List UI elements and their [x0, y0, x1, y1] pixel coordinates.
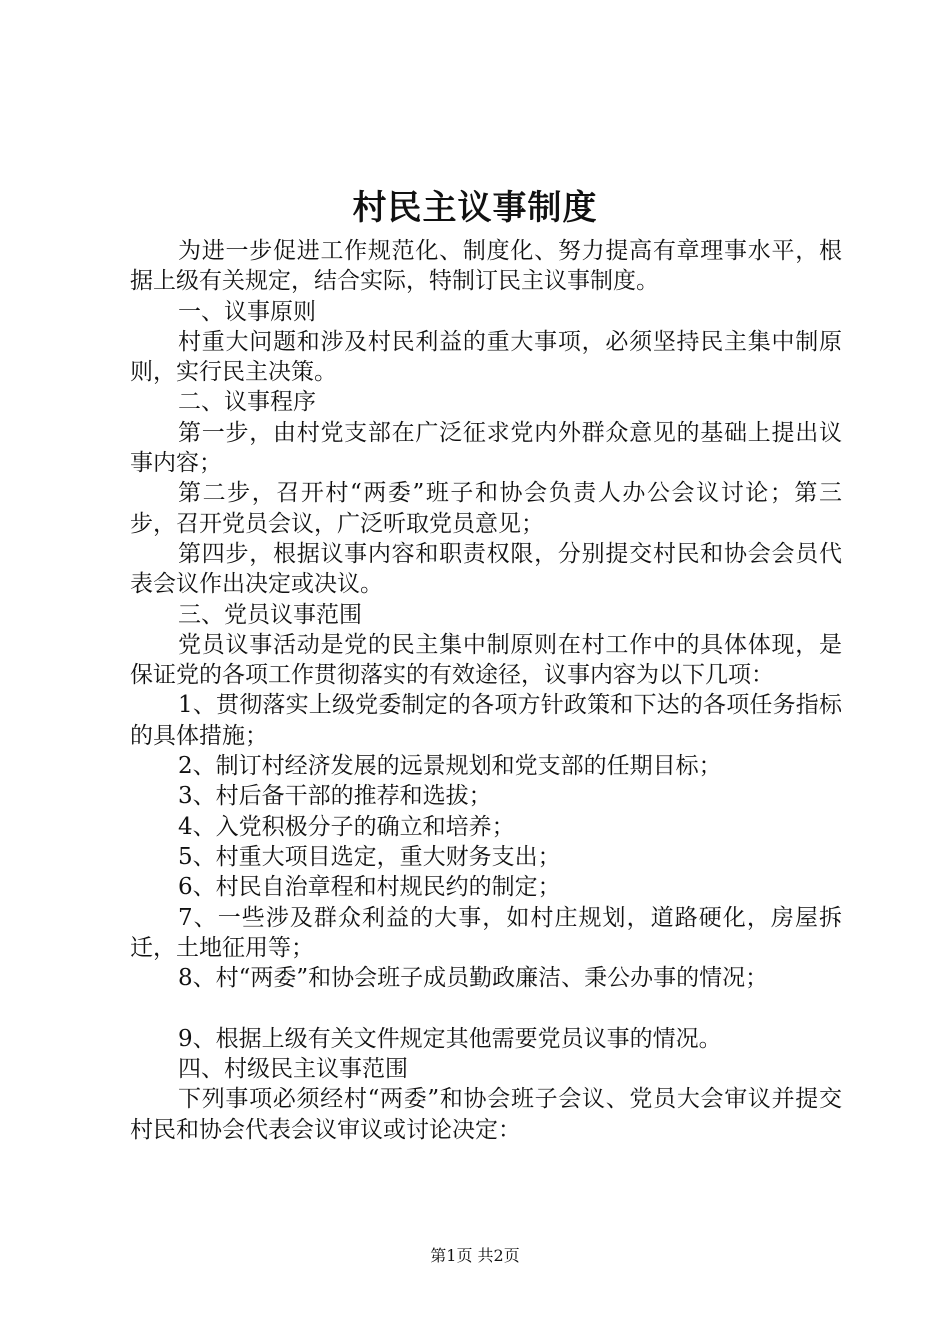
list-item: 2、制订村经济发展的远景规划和党支部的任期目标；	[178, 753, 722, 780]
section-heading-village-scope: 四、村级民主议事范围	[178, 1056, 408, 1083]
document-body	[130, 236, 842, 1145]
paragraph-step-4: 第四步，根据议事内容和职责权限，分别提交村民和协会会员代表会议作出决定或决议。	[130, 540, 842, 598]
list-item: 5、村重大项目选定，重大财务支出；	[178, 843, 561, 870]
section-heading-procedure: 二、议事程序	[178, 389, 316, 416]
list-item: 8、村“两委”和协会班子成员勤政廉洁、秉公办事的情况；	[178, 965, 769, 992]
list-item: 3、村后备干部的推荐和选拔；	[178, 783, 492, 810]
paragraph-village-scope: 下列事项必须经村“两委”和协会班子会议、党员大会审议并提交村民和协会代表会议审议或讨论决定：	[130, 1086, 842, 1143]
document-title: 村民主议事制度	[352, 188, 598, 228]
paragraph-step-2-3: 第二步，召开村“两委”班子和协会负责人办公会议讨论；第三步，召开党员会议，广泛听取党员意见；	[130, 480, 842, 537]
list-item: 1、贯彻落实上级党委制定的各项方针政策和下达的各项任务指标的具体措施；	[130, 692, 842, 749]
section-heading-principles: 一、议事原则	[178, 298, 316, 325]
paragraph-step-1: 第一步，由村党支部在广泛征求党内外群众意见的基础上提出议事内容；	[130, 419, 842, 477]
section-heading-party-scope: 三、党员议事范围	[178, 601, 362, 628]
paragraph-principles: 村重大问题和涉及村民利益的重大事项，必须坚持民主集中制原则，实行民主决策。	[130, 328, 842, 386]
list-item: 4、入党积极分子的确立和培养；	[178, 813, 515, 840]
blank-line	[130, 993, 842, 1023]
paragraph-intro: 为进一步促进工作规范化、制度化、努力提高有章理事水平，根据上级有关规定，结合实际，特制订民主议事制度。	[130, 238, 842, 295]
paragraph-party-scope: 党员议事活动是党的民主集中制原则在村工作中的具体体现，是保证党的各项工作贯彻落实的有效途径，议事内容为以下几项：	[130, 631, 842, 689]
page-footer: 第1页 共2页	[430, 1246, 520, 1265]
list-item: 6、村民自治章程和村规民约的制定；	[178, 874, 561, 901]
list-item: 7、一些涉及群众利益的大事，如村庄规划，道路硬化，房屋拆迁，土地征用等；	[130, 904, 842, 961]
list-item: 9、根据上级有关文件规定其他需要党员议事的情况。	[178, 1025, 722, 1052]
